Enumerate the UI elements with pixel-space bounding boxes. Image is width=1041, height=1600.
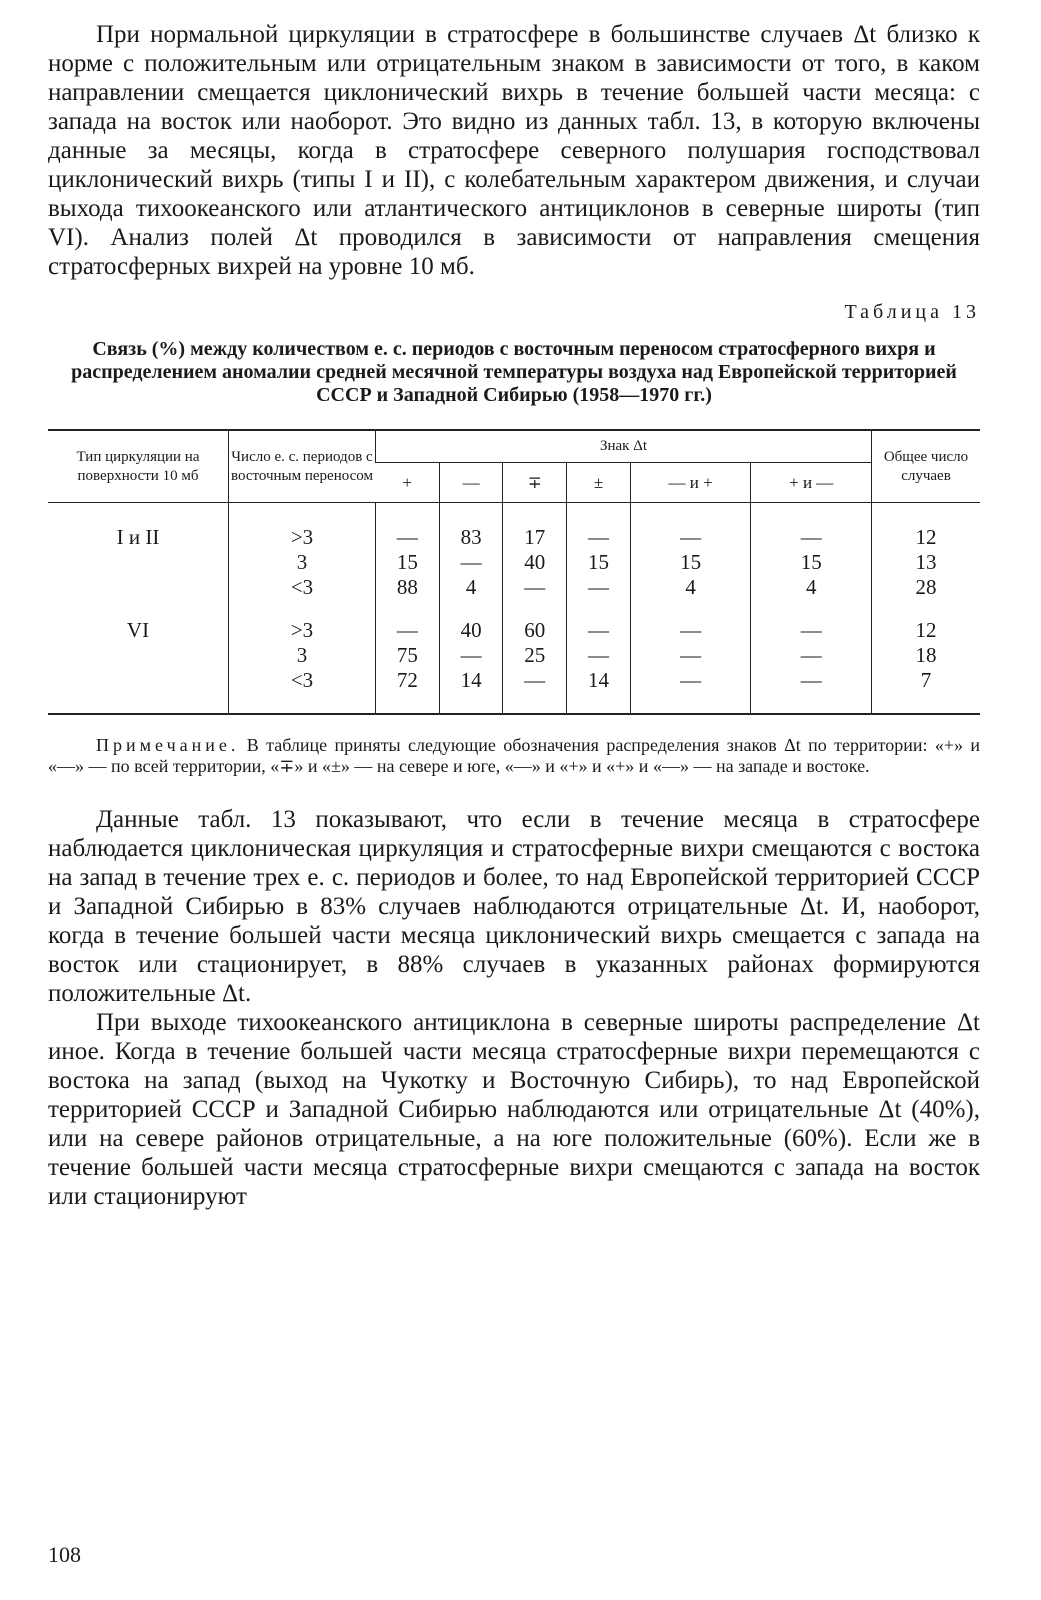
cell-value: — — [567, 600, 631, 643]
cell-value: — — [630, 600, 751, 643]
cell-value: — — [630, 668, 751, 714]
cell-value: — — [630, 643, 751, 668]
cell-total: 7 — [872, 668, 981, 714]
cell-value: — — [567, 575, 631, 600]
table-caption: Связь (%) между количеством е. с. периодов с восточным переносом стратосферного вихря и распределением аномалии средней месячной температуры воздуха над Европейской территорией СССР и Западной Сибирью (1958—1970 гг.) — [71, 338, 957, 406]
cell-value: — — [751, 503, 872, 551]
header-sign: Знак Δt — [376, 430, 872, 463]
cell-value: 40 — [439, 600, 503, 643]
table-row — [48, 503, 980, 551]
header-circulation-type: Тип циркуляции на поверхности 10 мб — [48, 430, 229, 503]
cell-value: 15 — [751, 550, 872, 575]
cell-value: — — [503, 575, 567, 600]
cell-type — [48, 668, 229, 714]
cell-value: 83 — [439, 503, 503, 551]
cell-type — [48, 575, 229, 600]
paragraph-intro: При нормальной циркуляции в стратосфере в большинстве случаев Δt близко к норме с положительным или отрицательным знаком в зависимости от того, в каком направлении смещается циклонический вихрь в течение большей части месяца: с запада на восток или наоборот. Это видно из данных табл. 13, в которую включены данные за месяцы, когда в стратосфере северного полушария господствовал циклонический вихрь (типы I и II), с колебательным характером движения, и случаи выхода тихоокеанского или атлантического антициклонов в северные широты (тип VI). Анализ полей Δt проводился в зависимости от направления смещения стратосферных вихрей на уровне 10 мб. — [48, 21, 980, 280]
cell-periods: <3 — [229, 575, 376, 600]
paragraph-analysis: Данные табл. 13 показывают, что если в течение месяца в стратосфере наблюдается циклоническая циркуляция и стратосферные вихри смещаются с востока на запад в течение трех е. с. периодов и более, то над Европейской территорией СССР и Западной Сибирью в 83% случаев наблюдаются отрицательные Δt. И, наоборот, когда в течение большей части месяца циклонический вихрь смещается с запада на восток или стационирует, в 88% случаев в указанных районах формируются положительные Δt. — [48, 806, 980, 1007]
header-total: Общее число случаев — [872, 430, 981, 503]
cell-total: 28 — [872, 575, 981, 600]
cell-value: — — [751, 600, 872, 643]
cell-type: I и II — [116, 525, 160, 549]
data-table — [48, 429, 980, 715]
table-row — [48, 668, 980, 714]
cell-periods: >3 — [229, 503, 376, 551]
cell-total: 18 — [872, 643, 981, 668]
table-label: Таблица 13 — [844, 301, 980, 323]
cell-value: 17 — [503, 503, 567, 551]
cell-value: — — [376, 503, 440, 551]
header-periods: Число е. с. периодов с восточным переносом — [229, 430, 376, 503]
cell-value: — — [630, 503, 751, 551]
page-content — [48, 20, 980, 1211]
cell-type: VI — [126, 618, 150, 642]
cell-total: 13 — [872, 550, 981, 575]
cell-value: — — [567, 503, 631, 551]
cell-value: 15 — [376, 550, 440, 575]
cell-total: 12 — [872, 503, 981, 551]
cell-type — [48, 643, 229, 668]
cell-value: — — [567, 643, 631, 668]
table-row — [48, 600, 980, 643]
cell-value: 4 — [439, 575, 503, 600]
cell-value: 15 — [630, 550, 751, 575]
cell-value: 88 — [376, 575, 440, 600]
table-row — [48, 643, 980, 668]
header-sign-col: — и + — [630, 463, 751, 503]
note-heading: Примечание. — [96, 735, 240, 755]
cell-value: 14 — [439, 668, 503, 714]
page-number: 108 — [48, 1542, 81, 1567]
cell-value: 72 — [376, 668, 440, 714]
cell-value: — — [376, 600, 440, 643]
cell-periods: 3 — [229, 643, 376, 668]
cell-value: — — [439, 643, 503, 668]
cell-value: — — [439, 550, 503, 575]
cell-periods: 3 — [229, 550, 376, 575]
header-sign-col: ∓ — [503, 463, 567, 503]
cell-value: 40 — [503, 550, 567, 575]
cell-value: 4 — [751, 575, 872, 600]
cell-value: — — [751, 643, 872, 668]
cell-type — [48, 550, 229, 575]
header-sign-col: + и — — [751, 463, 872, 503]
header-sign-col: — — [439, 463, 503, 503]
cell-value: 14 — [567, 668, 631, 714]
paragraph-pacific: При выходе тихоокеанского антициклона в северные широты распределение Δt иное. Когда в течение большей части месяца стратосферные вихри перемещаются с востока на запад (выход на Чукотку и Восточную Сибирь), то над Европейской территорией СССР и Западной Сибирью наблюдаются или отрицательные Δt (40%), или на севере районов отрицательные, а на юге положительные (60%). Если же в течение большей части месяца стратосферные вихри смещаются с запада на восток или стационируют — [48, 1009, 980, 1210]
cell-periods: >3 — [229, 600, 376, 643]
table-note — [48, 735, 980, 777]
cell-value: 15 — [567, 550, 631, 575]
table-row — [48, 550, 980, 575]
cell-value: — — [503, 668, 567, 714]
cell-periods: <3 — [229, 668, 376, 714]
cell-value: 25 — [503, 643, 567, 668]
cell-value: 60 — [503, 600, 567, 643]
cell-total: 12 — [872, 600, 981, 643]
cell-value: 4 — [630, 575, 751, 600]
cell-value: 75 — [376, 643, 440, 668]
table-row — [48, 575, 980, 600]
header-sign-col: + — [376, 463, 440, 503]
header-sign-col: ± — [567, 463, 631, 503]
note-text: В таблице приняты следующие обозначения распределения знаков Δt по территории: «+» и «—» — по всей территории, «∓» и «±» — на севере и юге, «—» и «+» и «+» и «—» — на западе и востоке. — [48, 735, 981, 776]
cell-value: — — [751, 668, 872, 714]
